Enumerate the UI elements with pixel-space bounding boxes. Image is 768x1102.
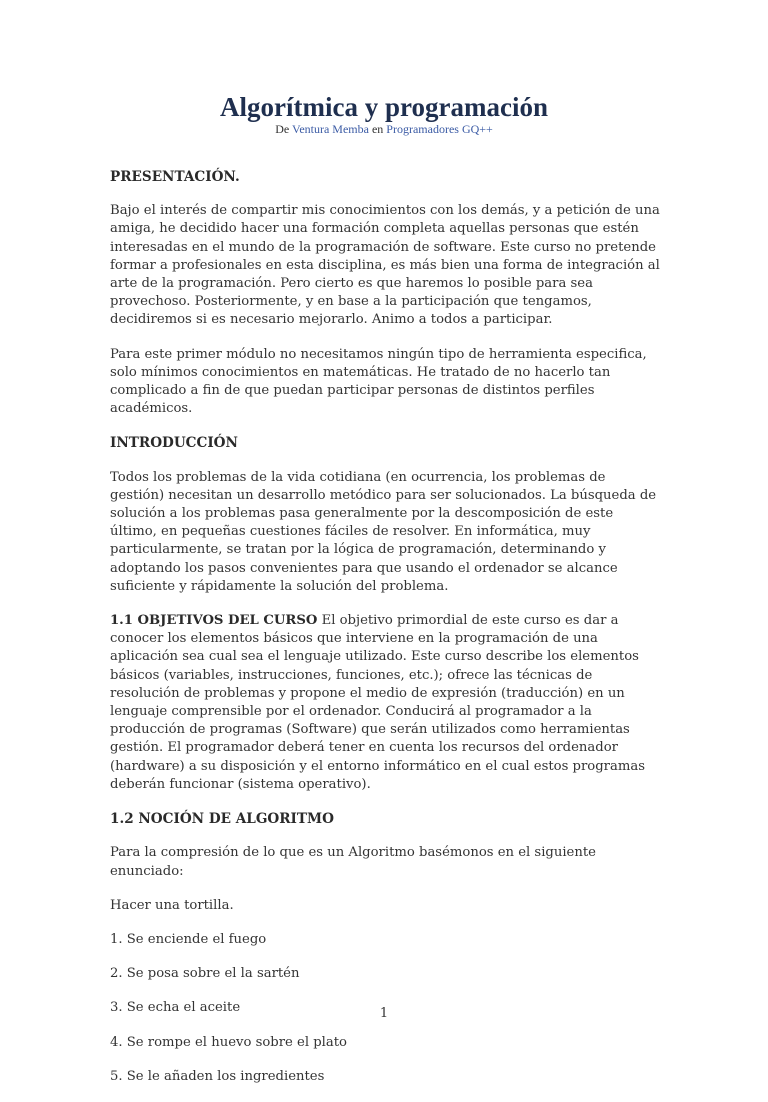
paragraph-algoritmo-2: Hacer una tortilla. [110, 897, 234, 913]
author-link[interactable]: Ventura Memba [291, 122, 369, 136]
objetivos-text: El objetivo primordial de este curso es dar a conocer los elementos básicos que interviene en la programación de una aplicación sea cual sea el lenguaje utilizado. Este curso describe los elementos básicos (variables, instrucciones, funciones, etc.); ofrece las técnicas de resolución de problemas y propone el medio de expresión (traducción) en un lenguaje comprensible por el ordenador. Conducirá al programador a la producción de programas (Software) que serán utilizados como herramientas gestión. El programador deberá tener en cuenta los recursos del ordenador (hardware) a su disposición y el entorno informático en el cual estos programas deberán funcionar (sistema operativo). [110, 613, 645, 792]
section-heading-objetivos: 1.1 OBJETIVOS DEL CURSO [110, 613, 318, 629]
group-link[interactable]: Programadores GQ++ [386, 122, 493, 136]
document-title: Algorítmica y programación [220, 92, 548, 122]
paragraph-presentacion-1: Bajo el interés de compartir mis conocimientos con los demás, y a petición de una amiga, he decidido hacer una formación completa aquellas personas que estén interesadas en el mundo de la programación de software. Este curso no pretende formar a profesionales en esta disciplina, es más bien una forma de integración al arte de la programación. Pero cierto es que haremos lo posible para sea provechoso. Posteriormente, y en base a la participación que tengamos, decidiremos si es necesario mejorarlo. Animo a todos a participar. [110, 203, 660, 328]
list-item: 4. Se rompe el huevo sobre el plato [110, 1034, 348, 1050]
paragraph-objetivos [110, 612, 662, 794]
section-heading-algoritmo: 1.2 NOCIÓN DE ALGORITMO [110, 811, 334, 828]
document-body [110, 168, 662, 1102]
paragraph-presentacion-2: Para este primer módulo no necesitamos ningún tipo de herramienta especifica, solo mínimos conocimientos en matemáticas. He tratado de no hacerlo tan complicado a fin de que puedan participar personas de distintos perfiles académicos. [110, 346, 647, 417]
byline [0, 122, 768, 137]
byline-middle: en [371, 122, 384, 136]
section-heading-presentacion: PRESENTACIÓN. [110, 169, 240, 185]
section-heading-introduccion: INTRODUCCIÓN [110, 435, 238, 452]
list-item: 3. Se echa el aceite [110, 1000, 241, 1016]
paragraph-introduccion-1: Todos los problemas de la vida cotidiana (en ocurrencia, los problemas de gestión) necesitan un desarrollo metódico para ser solucionados. La búsqueda de solución a los problemas pasa generalmente por la descomposición de este último, en pequeñas cuestiones fáciles de resolver. En informática, muy particularmente, se tratan por la lógica de programación, determinando y adoptando los pasos convenientes para que usando el ordenador se alcance suficiente y rápidamente la solución del problema. [110, 469, 657, 594]
list-item: 5. Se le añaden los ingredientes [110, 1068, 325, 1084]
list-item: 2. Se posa sobre el la sartén [110, 966, 300, 982]
byline-prefix: De [275, 122, 290, 136]
list-item: 1. Se enciende el fuego [110, 931, 267, 947]
paragraph-algoritmo-1: Para la compresión de lo que es un Algoritmo basémonos en el siguiente enunciado: [110, 845, 596, 879]
page-number: 1 [379, 1006, 389, 1021]
